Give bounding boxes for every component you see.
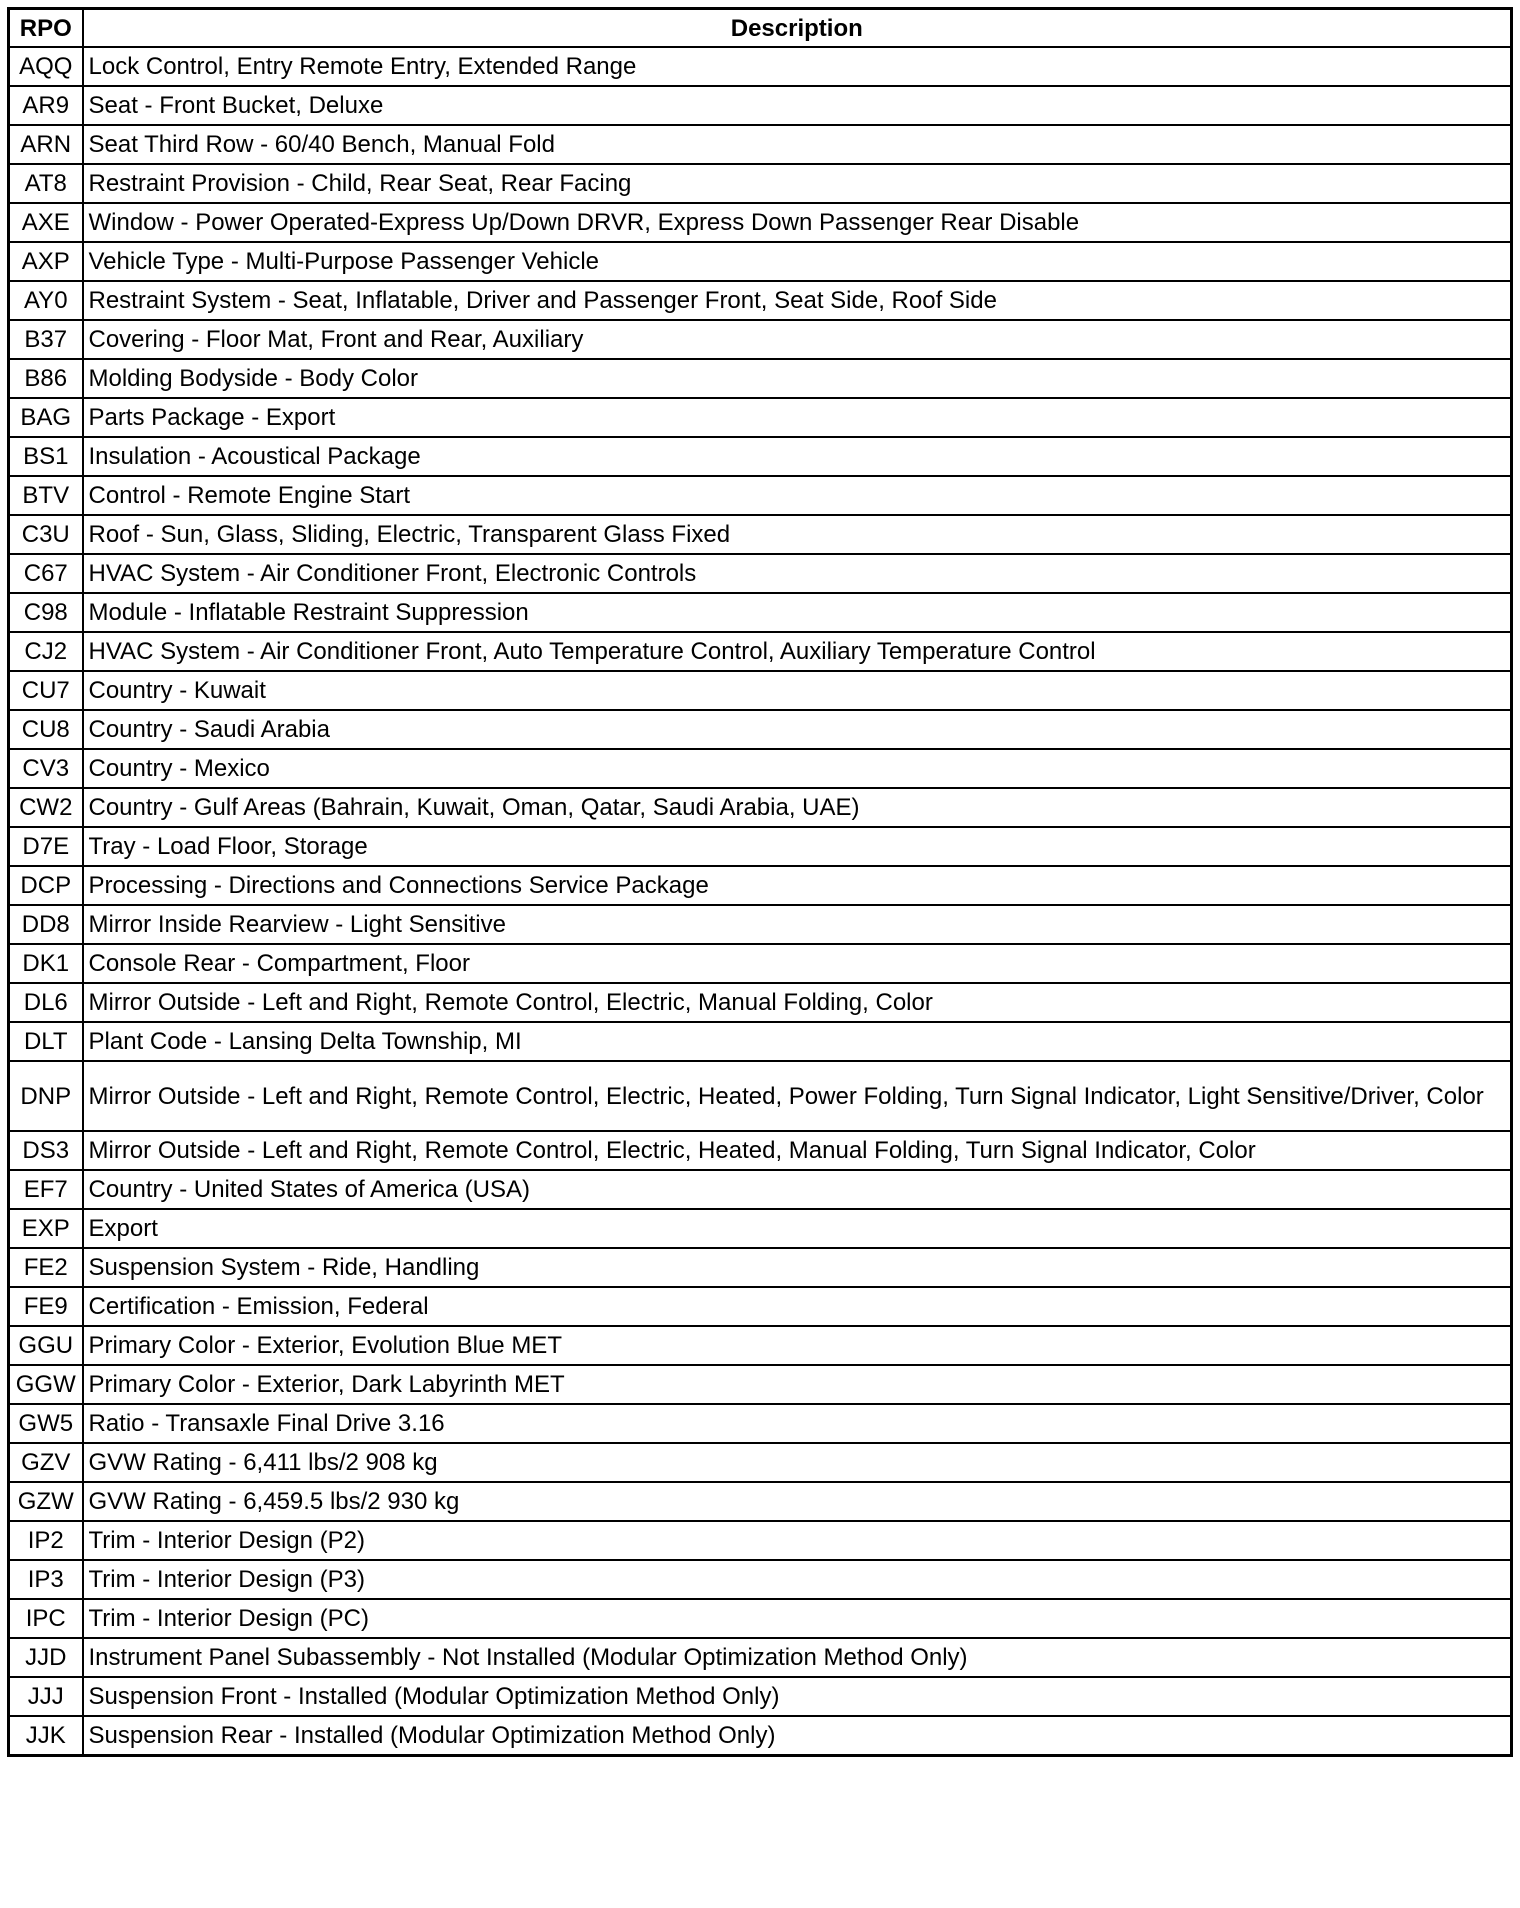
table-row xyxy=(9,749,1512,788)
table-row xyxy=(9,1326,1512,1365)
table-row xyxy=(9,476,1512,515)
description-cell: Trim - Interior Design (PC) xyxy=(83,1599,1512,1638)
rpo-code-cell: GW5 xyxy=(9,1404,83,1443)
rpo-code-cell: GGW xyxy=(9,1365,83,1404)
table-row xyxy=(9,1131,1512,1170)
table-row xyxy=(9,1248,1512,1287)
rpo-code-cell: FE2 xyxy=(9,1248,83,1287)
rpo-code-cell: D7E xyxy=(9,827,83,866)
table-row xyxy=(9,164,1512,203)
rpo-code-cell: C67 xyxy=(9,554,83,593)
description-cell: Insulation - Acoustical Package xyxy=(83,437,1512,476)
description-cell: Tray - Load Floor, Storage xyxy=(83,827,1512,866)
description-cell: Country - United States of America (USA) xyxy=(83,1170,1512,1209)
rpo-code-cell: CJ2 xyxy=(9,632,83,671)
table-row xyxy=(9,1404,1512,1443)
table-row xyxy=(9,1209,1512,1248)
description-cell: Restraint System - Seat, Inflatable, Driver and Passenger Front, Seat Side, Roof Side xyxy=(83,281,1512,320)
rpo-code-cell: CU7 xyxy=(9,671,83,710)
header-row xyxy=(9,9,1512,48)
table-row xyxy=(9,1599,1512,1638)
rpo-code-cell: DK1 xyxy=(9,944,83,983)
rpo-code-cell: BTV xyxy=(9,476,83,515)
rpo-code-cell: C98 xyxy=(9,593,83,632)
description-cell: Plant Code - Lansing Delta Township, MI xyxy=(83,1022,1512,1061)
rpo-code-cell: BS1 xyxy=(9,437,83,476)
rpo-code-cell: DS3 xyxy=(9,1131,83,1170)
description-cell: Lock Control, Entry Remote Entry, Extended Range xyxy=(83,47,1512,86)
description-cell: Certification - Emission, Federal xyxy=(83,1287,1512,1326)
description-cell: HVAC System - Air Conditioner Front, Auto Temperature Control, Auxiliary Temperature Control xyxy=(83,632,1512,671)
table-row xyxy=(9,1716,1512,1756)
description-cell: Mirror Outside - Left and Right, Remote Control, Electric, Heated, Power Folding, Turn Signal Indicator, Light Sensitive/Driver, Color xyxy=(83,1061,1512,1131)
rpo-code-cell: DNP xyxy=(9,1061,83,1131)
description-cell: Processing - Directions and Connections Service Package xyxy=(83,866,1512,905)
table-row xyxy=(9,671,1512,710)
table-row xyxy=(9,632,1512,671)
rpo-code-cell: AXP xyxy=(9,242,83,281)
description-cell: Window - Power Operated-Express Up/Down DRVR, Express Down Passenger Rear Disable xyxy=(83,203,1512,242)
description-cell: Instrument Panel Subassembly - Not Installed (Modular Optimization Method Only) xyxy=(83,1638,1512,1677)
rpo-code-cell: AXE xyxy=(9,203,83,242)
description-cell: GVW Rating - 6,459.5 lbs/2 930 kg xyxy=(83,1482,1512,1521)
rpo-code-cell: IP3 xyxy=(9,1560,83,1599)
table-row xyxy=(9,788,1512,827)
table-row xyxy=(9,1443,1512,1482)
description-cell: Suspension System - Ride, Handling xyxy=(83,1248,1512,1287)
rpo-code-cell: ARN xyxy=(9,125,83,164)
table-row xyxy=(9,554,1512,593)
table-row xyxy=(9,203,1512,242)
description-cell: GVW Rating - 6,411 lbs/2 908 kg xyxy=(83,1443,1512,1482)
table-row xyxy=(9,827,1512,866)
description-cell: Country - Saudi Arabia xyxy=(83,710,1512,749)
description-cell: Trim - Interior Design (P2) xyxy=(83,1521,1512,1560)
table-row xyxy=(9,398,1512,437)
table-row xyxy=(9,47,1512,86)
description-cell: Parts Package - Export xyxy=(83,398,1512,437)
rpo-code-cell: DCP xyxy=(9,866,83,905)
description-cell: Country - Gulf Areas (Bahrain, Kuwait, Oman, Qatar, Saudi Arabia, UAE) xyxy=(83,788,1512,827)
table-row xyxy=(9,1287,1512,1326)
description-cell: Ratio - Transaxle Final Drive 3.16 xyxy=(83,1404,1512,1443)
description-cell: Export xyxy=(83,1209,1512,1248)
table-row xyxy=(9,866,1512,905)
rpo-code-cell: EXP xyxy=(9,1209,83,1248)
table-row xyxy=(9,359,1512,398)
rpo-code-cell: AR9 xyxy=(9,86,83,125)
table-row xyxy=(9,1022,1512,1061)
description-cell: Primary Color - Exterior, Evolution Blue MET xyxy=(83,1326,1512,1365)
table-row xyxy=(9,710,1512,749)
rpo-code-cell: GZW xyxy=(9,1482,83,1521)
rpo-code-cell: IPC xyxy=(9,1599,83,1638)
table-row xyxy=(9,86,1512,125)
rpo-column-header: RPO xyxy=(9,9,83,48)
description-cell: HVAC System - Air Conditioner Front, Electronic Controls xyxy=(83,554,1512,593)
table-row xyxy=(9,1365,1512,1404)
description-cell: Seat - Front Bucket, Deluxe xyxy=(83,86,1512,125)
table-row xyxy=(9,242,1512,281)
rpo-code-cell: AT8 xyxy=(9,164,83,203)
rpo-code-cell: CW2 xyxy=(9,788,83,827)
rpo-code-cell: CU8 xyxy=(9,710,83,749)
description-cell: Country - Mexico xyxy=(83,749,1512,788)
rpo-table xyxy=(7,7,1513,1757)
rpo-table-body xyxy=(9,47,1512,1756)
description-cell: Vehicle Type - Multi-Purpose Passenger Vehicle xyxy=(83,242,1512,281)
table-row xyxy=(9,1560,1512,1599)
table-row xyxy=(9,1061,1512,1131)
table-row xyxy=(9,1677,1512,1716)
rpo-code-cell: GGU xyxy=(9,1326,83,1365)
description-cell: Trim - Interior Design (P3) xyxy=(83,1560,1512,1599)
description-cell: Molding Bodyside - Body Color xyxy=(83,359,1512,398)
table-row xyxy=(9,983,1512,1022)
description-cell: Roof - Sun, Glass, Sliding, Electric, Transparent Glass Fixed xyxy=(83,515,1512,554)
description-cell: Console Rear - Compartment, Floor xyxy=(83,944,1512,983)
description-cell: Suspension Rear - Installed (Modular Optimization Method Only) xyxy=(83,1716,1512,1756)
table-row xyxy=(9,320,1512,359)
description-cell: Seat Third Row - 60/40 Bench, Manual Fold xyxy=(83,125,1512,164)
rpo-code-cell: DL6 xyxy=(9,983,83,1022)
rpo-code-cell: BAG xyxy=(9,398,83,437)
rpo-code-cell: B86 xyxy=(9,359,83,398)
description-cell: Restraint Provision - Child, Rear Seat, Rear Facing xyxy=(83,164,1512,203)
description-cell: Module - Inflatable Restraint Suppression xyxy=(83,593,1512,632)
table-row xyxy=(9,437,1512,476)
description-cell: Mirror Inside Rearview - Light Sensitive xyxy=(83,905,1512,944)
description-cell: Covering - Floor Mat, Front and Rear, Auxiliary xyxy=(83,320,1512,359)
description-cell: Mirror Outside - Left and Right, Remote Control, Electric, Manual Folding, Color xyxy=(83,983,1512,1022)
table-row xyxy=(9,1638,1512,1677)
rpo-code-cell: AQQ xyxy=(9,47,83,86)
rpo-code-cell: DD8 xyxy=(9,905,83,944)
rpo-code-cell: JJD xyxy=(9,1638,83,1677)
table-row xyxy=(9,281,1512,320)
description-column-header: Description xyxy=(83,9,1512,48)
rpo-code-cell: EF7 xyxy=(9,1170,83,1209)
description-cell: Control - Remote Engine Start xyxy=(83,476,1512,515)
rpo-code-cell: GZV xyxy=(9,1443,83,1482)
rpo-code-cell: IP2 xyxy=(9,1521,83,1560)
table-row xyxy=(9,1521,1512,1560)
table-row xyxy=(9,515,1512,554)
rpo-code-cell: JJJ xyxy=(9,1677,83,1716)
table-row xyxy=(9,1482,1512,1521)
description-cell: Suspension Front - Installed (Modular Optimization Method Only) xyxy=(83,1677,1512,1716)
description-cell: Primary Color - Exterior, Dark Labyrinth MET xyxy=(83,1365,1512,1404)
description-cell: Country - Kuwait xyxy=(83,671,1512,710)
rpo-code-cell: DLT xyxy=(9,1022,83,1061)
rpo-code-cell: AY0 xyxy=(9,281,83,320)
rpo-code-cell: JJK xyxy=(9,1716,83,1756)
description-cell: Mirror Outside - Left and Right, Remote Control, Electric, Heated, Manual Folding, Turn Signal Indicator, Color xyxy=(83,1131,1512,1170)
rpo-code-cell: FE9 xyxy=(9,1287,83,1326)
rpo-code-cell: C3U xyxy=(9,515,83,554)
table-row xyxy=(9,905,1512,944)
table-row xyxy=(9,593,1512,632)
table-row xyxy=(9,1170,1512,1209)
table-row xyxy=(9,944,1512,983)
table-row xyxy=(9,125,1512,164)
rpo-code-cell: B37 xyxy=(9,320,83,359)
rpo-code-cell: CV3 xyxy=(9,749,83,788)
